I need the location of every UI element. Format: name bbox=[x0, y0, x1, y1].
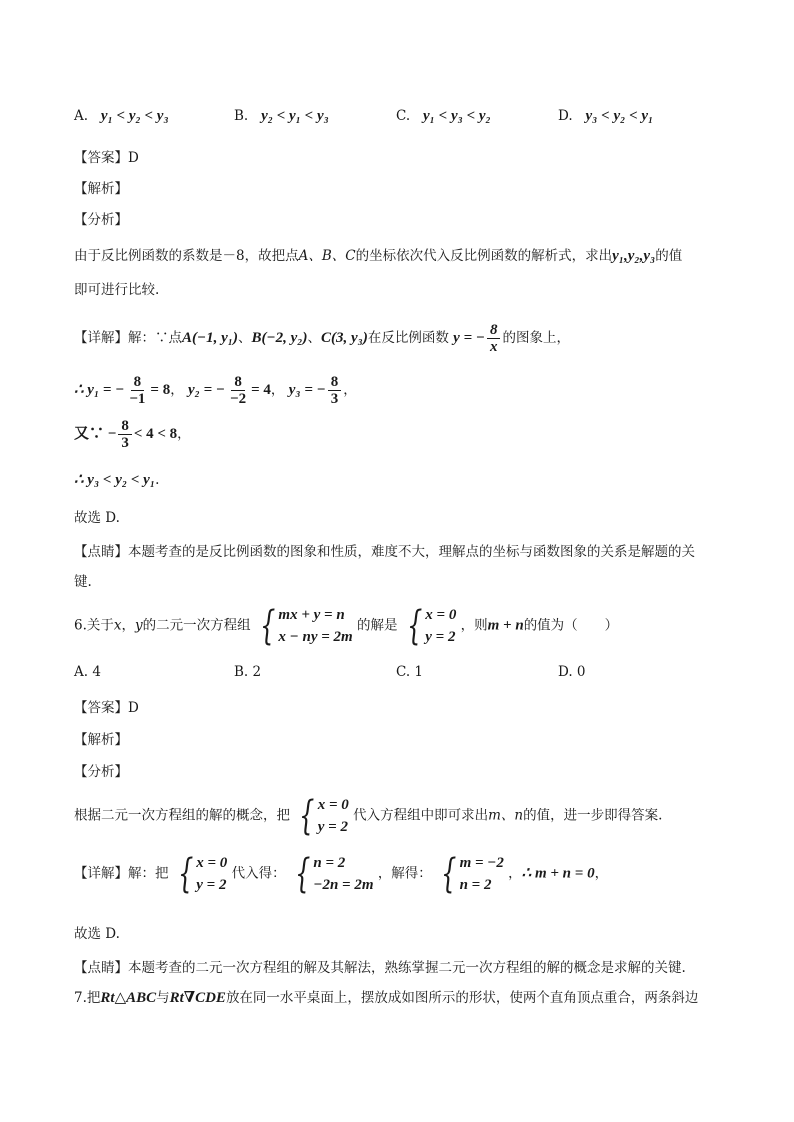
equation-system: { mx + y = n x − ny = 2m bbox=[260, 603, 353, 649]
q5-jiexi-tag: 【解析】 bbox=[74, 181, 128, 197]
q5-fenxi-line2: 即可进行比较. bbox=[74, 282, 160, 298]
q5-option-a: A. y₁ < y₂ < y₃ bbox=[74, 108, 169, 124]
func-fraction: $\frac{8}{x}$ bbox=[487, 322, 501, 355]
q6-detail: 【详解】解：把 { x = 0 y = 2 代入得： { n = 2 −2n = 2m ，解得： { m = −2 n = 2 ，∴ m + n = 0， bbox=[74, 851, 609, 897]
point-b: B(−2, y₂) bbox=[251, 330, 308, 346]
q6-option-a: A. 4 bbox=[74, 664, 101, 680]
solution-system: { x = 0 y = 2 bbox=[406, 603, 457, 649]
q5-option-d: D. y₃ < y₂ < y₁ bbox=[558, 108, 654, 124]
q6-dianjing: 【点睛】本题考查的二元一次方程组的解及其解法，熟练掌握二元一次方程组的解的概念是求解的关键. bbox=[74, 960, 686, 976]
q6-fenxi: 根据二元一次方程组的解的概念，把 { x = 0 y = 2 代入方程组中即可求出m、n的值，进一步即得答案. bbox=[74, 793, 663, 839]
point-a: A(−1, y₁) bbox=[182, 330, 238, 346]
q6-answer: 【答案】D bbox=[74, 700, 139, 716]
q5-conclusion: ∴ y₃ < y₂ < y₁. bbox=[74, 472, 160, 488]
q5-dianjing-line2: 键. bbox=[74, 574, 92, 590]
q6-option-b: B. 2 bbox=[234, 664, 262, 680]
q5-detail-line2: ∴ y₁ = − $\frac{8}{-1}$ = 8， y₂ = − $\frac{8}{-2}$ = 4， y₃ = − $\frac{8}{3}$ ， bbox=[74, 374, 357, 407]
q5-dianjing-line1: 【点睛】本题考查的是反比例函数的图象和性质，难度不大，理解点的坐标与函数图象的关系是解题的关 bbox=[74, 544, 695, 560]
q5-fenxi-tag: 【分析】 bbox=[74, 212, 128, 228]
q6-stem: 6.关于x，y的二元一次方程组 { mx + y = n x − ny = 2m 的解是 { x = 0 y = 2 ，则m + n的值为（ ） bbox=[74, 603, 619, 649]
q5-option-b: B. y₂ < y₁ < y₃ bbox=[234, 108, 329, 124]
q6-choose: 故选 D. bbox=[74, 926, 120, 942]
q5-option-c: C. y₁ < y₃ < y₂ bbox=[396, 108, 491, 124]
point-c: C(3, y₃) bbox=[320, 330, 368, 346]
q6-fenxi-tag: 【分析】 bbox=[74, 764, 128, 780]
q5-fenxi-line1: 由于反比例函数的系数是－8，故把点A、B、C的坐标依次代入反比例函数的解析式，求出y₁,y₂,y₃的值 bbox=[74, 248, 683, 264]
q6-option-d: D. 0 bbox=[558, 664, 586, 680]
q5-detail-line3: 又∵ − $\frac{8}{3}$ < 4 < 8， bbox=[74, 418, 191, 451]
q6-jiexi-tag: 【解析】 bbox=[74, 732, 128, 748]
q5-answer: 【答案】D bbox=[74, 150, 139, 166]
q7-stem: 7.把Rt△ABC与Rt∇CDE放在同一水平桌面上，摆放成如图所示的形状，使两个直角顶点重合，两条斜边 bbox=[74, 990, 699, 1006]
q6-option-c: C. 1 bbox=[396, 664, 424, 680]
q5-detail-line1: 【详解】解：∵点A(−1, y₁)、B(−2, y₂)、C(3, y₃)在反比例函数 y = − $\frac{8}{x}$ 的图象上， bbox=[74, 322, 570, 355]
q5-choose: 故选 D. bbox=[74, 510, 120, 526]
